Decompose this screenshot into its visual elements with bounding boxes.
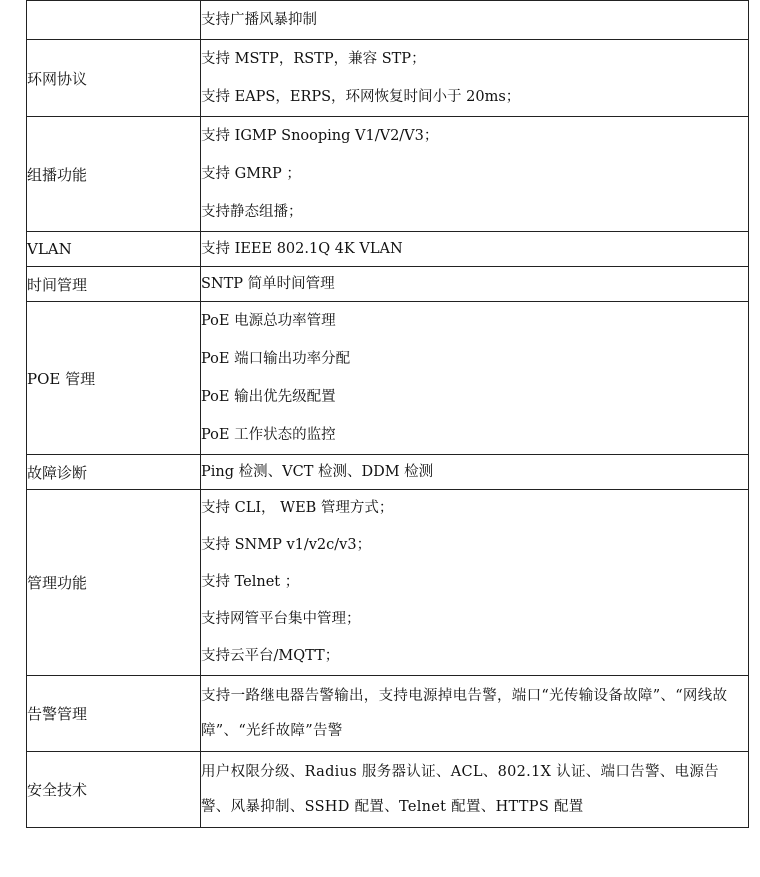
table-row [27, 267, 749, 302]
table-row [27, 117, 749, 232]
content-line: 支持 IGMP Snooping V1/V2/V3； [201, 128, 439, 144]
row-content [201, 752, 749, 828]
table-row [27, 752, 749, 828]
content-line: PoE 工作状态的监控 [201, 427, 336, 443]
content-line: 支持 Telnet ； [201, 574, 300, 590]
table-row [27, 1, 749, 40]
row-label: 组播功能 [27, 117, 201, 232]
content-line: 支持 GMRP ； [201, 166, 301, 182]
table-row [27, 676, 749, 752]
content-line: 支持 MSTP，RSTP，兼容 STP； [201, 51, 426, 67]
row-content [201, 117, 749, 232]
content-line: 支持 SNMP v1/v2c/v3； [201, 537, 372, 553]
content-line: PoE 输出优先级配置 [201, 389, 336, 405]
content-line: 支持网管平台集中管理； [201, 611, 361, 627]
row-content [201, 1, 749, 40]
content-line: Ping 检测、VCT 检测、DDM 检测 [201, 464, 434, 480]
row-label [27, 1, 201, 40]
content-line: PoE 端口输出功率分配 [201, 351, 351, 367]
row-label: 环网协议 [27, 40, 201, 117]
content-line: 支持广播风暴抑制 [201, 12, 317, 28]
row-content [201, 302, 749, 455]
content-line: 支持云平台/MQTT； [201, 648, 340, 664]
content-line: SNTP 简单时间管理 [201, 276, 335, 292]
table-row [27, 40, 749, 117]
row-label: 时间管理 [27, 267, 201, 302]
content-line: 支持 IEEE 802.1Q 4K VLAN [201, 241, 403, 257]
content-paragraph: 用户权限分级、Radius 服务器认证、ACL、802.1X 认证、端口告警、电源告警、风暴抑制、SSHD 配置、Telnet 配置、HTTPS 配置 [201, 764, 719, 815]
content-line: PoE 电源总功率管理 [201, 313, 336, 329]
content-line: 支持 EAPS，ERPS，环网恢复时间小于 20ms； [201, 89, 521, 105]
row-label: VLAN [27, 232, 201, 267]
row-label: 故障诊断 [27, 455, 201, 490]
spec-table [26, 0, 749, 828]
row-content [201, 490, 749, 676]
table-row [27, 232, 749, 267]
row-content [201, 267, 749, 302]
content-paragraph: 支持一路继电器告警输出，支持电源掉电告警，端口“光传输设备故障”、“网线故障”、“光纤故障”告警 [201, 688, 728, 739]
row-label: 安全技术 [27, 752, 201, 828]
row-label: 管理功能 [27, 490, 201, 676]
content-line: 支持静态组播； [201, 204, 303, 220]
table-row [27, 455, 749, 490]
table-row [27, 302, 749, 455]
content-line: 支持 CLI， WEB 管理方式； [201, 500, 394, 516]
row-content [201, 40, 749, 117]
row-content [201, 676, 749, 752]
row-content [201, 232, 749, 267]
table-row [27, 490, 749, 676]
row-label: 告警管理 [27, 676, 201, 752]
row-content [201, 455, 749, 490]
row-label: POE 管理 [27, 302, 201, 455]
